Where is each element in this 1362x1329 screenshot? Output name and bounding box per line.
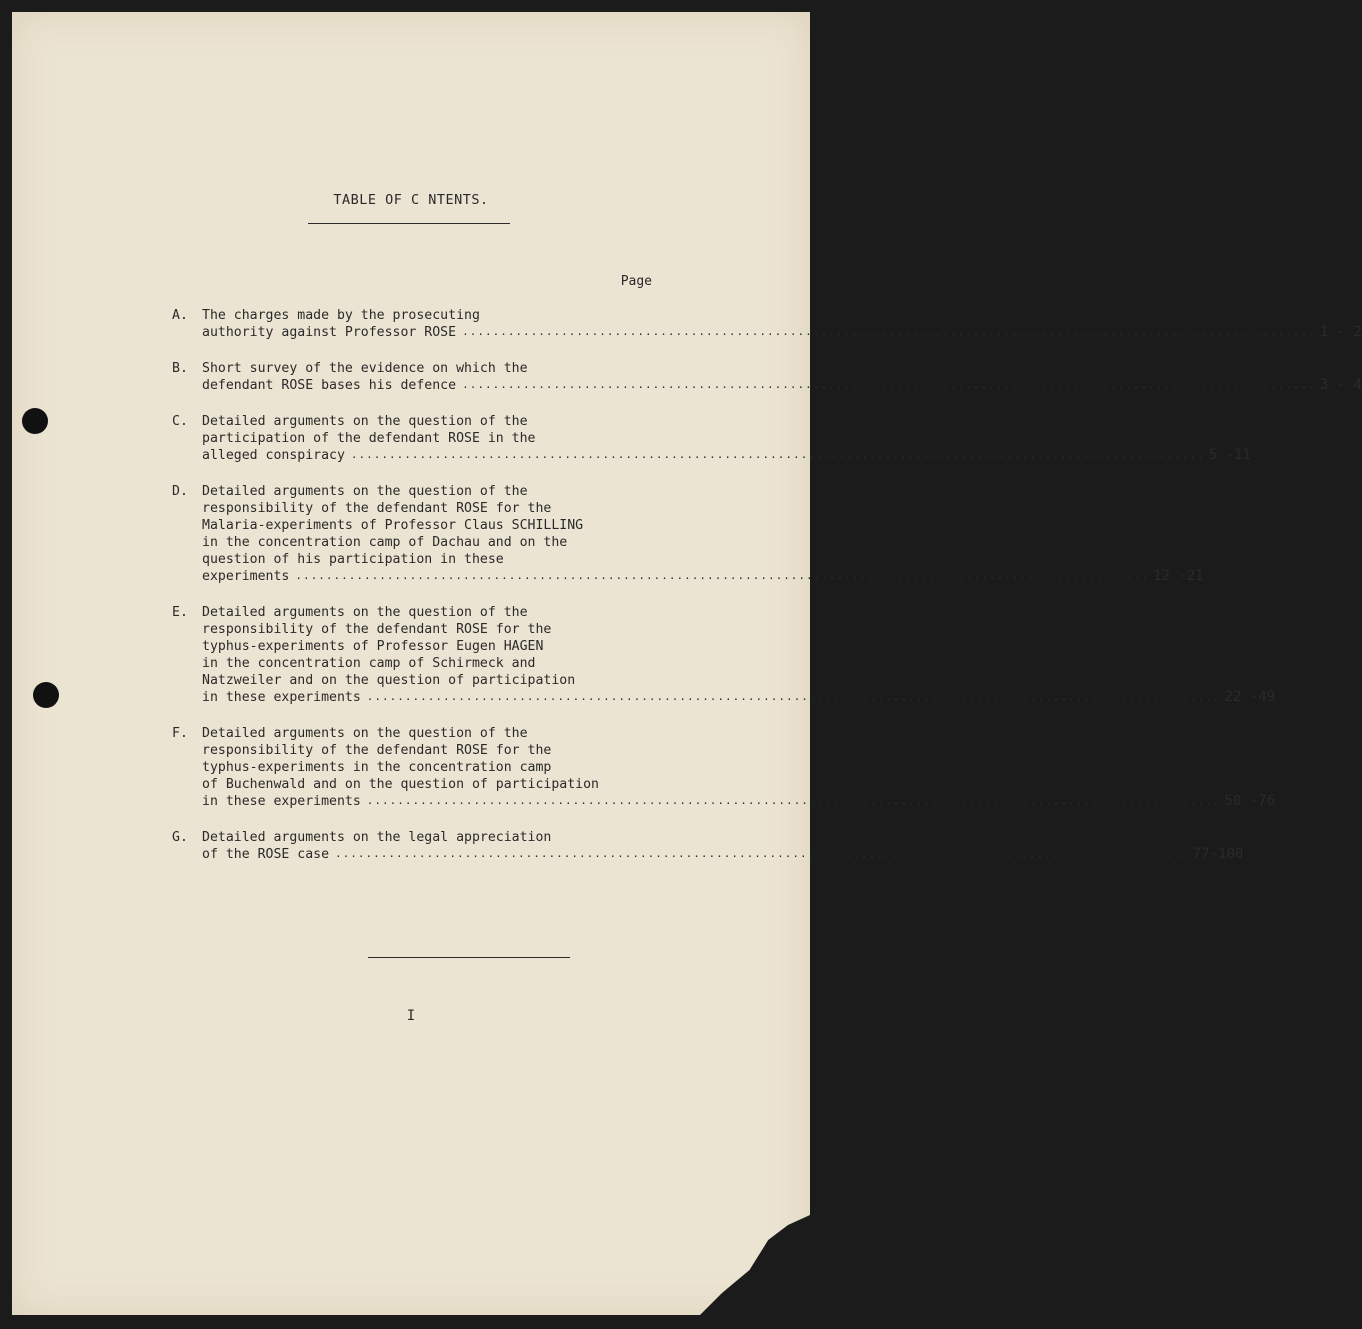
toc-entry-body: [202, 483, 1204, 585]
toc-entry: [172, 307, 1362, 341]
dot-leader: [367, 691, 1221, 703]
toc-entry-line: Detailed arguments on the question of the: [202, 414, 528, 429]
punch-hole-bottom: [33, 682, 59, 708]
toc-entry-line: alleged conspiracy: [202, 448, 345, 463]
toc-entry-line: authority against Professor ROSE: [202, 325, 457, 340]
toc-entry-line: question of his participation in these: [202, 552, 504, 567]
toc-entry: [172, 483, 1204, 585]
toc-entry-body: [202, 413, 1251, 464]
toc-entry-line: typhus-experiments of Professor Eugen HAGEN: [202, 639, 544, 654]
toc-entry-line: of the ROSE case: [202, 847, 330, 862]
toc-entry-pages: 77-100: [1192, 846, 1244, 862]
dot-leader: [335, 848, 1189, 860]
toc-entry-line: responsibility of the defendant ROSE for the: [202, 622, 552, 637]
toc-entry: [172, 829, 1244, 863]
toc-entry-last-line: [202, 846, 1243, 863]
toc-entry-letter: A.: [172, 308, 188, 323]
toc-entry-letter: F.: [172, 726, 188, 741]
toc-entry-line: defendant ROSE bases his defence: [202, 378, 457, 393]
toc-entry: [172, 604, 1276, 706]
toc-entry-line: experiments: [202, 569, 290, 584]
toc-entry-letter: D.: [172, 484, 188, 499]
toc-entry-line: in these experiments: [202, 794, 361, 809]
toc-entry-letter: B.: [172, 361, 188, 376]
toc-entry-line: Natzweiler and on the question of participation: [202, 673, 576, 688]
toc-entry-line: of Buchenwald and on the question of participation: [202, 777, 599, 792]
toc-entry: [172, 413, 1251, 464]
title-underline: [308, 223, 510, 224]
toc-entry-last-line: [202, 324, 1362, 341]
toc-entry-line: participation of the defendant ROSE in the: [202, 431, 536, 446]
dot-leader: [367, 795, 1221, 807]
dot-leader: [351, 449, 1205, 461]
page-column-label: Page: [620, 274, 652, 289]
punch-hole-top: [22, 408, 48, 434]
toc-entry-line: in the concentration camp of Dachau and on the: [202, 535, 568, 550]
toc-entry-line: Detailed arguments on the question of the: [202, 726, 528, 741]
dot-leader: [295, 570, 1149, 582]
bottom-divider: [368, 957, 570, 958]
toc-entry-letter: C.: [172, 414, 188, 429]
toc-entry-line: The charges made by the prosecuting: [202, 308, 480, 323]
toc-entry-body: [202, 829, 1243, 863]
toc-entry-line: responsibility of the defendant ROSE for the: [202, 743, 552, 758]
dot-leader: [462, 326, 1316, 338]
toc-entry-line: Detailed arguments on the legal appreciation: [202, 830, 552, 845]
toc-entry-body: [202, 307, 1362, 341]
toc-entry-body: [202, 725, 1275, 810]
toc-entry-last-line: [202, 689, 1275, 706]
toc-entry-line: typhus-experiments in the concentration camp: [202, 760, 552, 775]
toc-entry-pages: 22 -49: [1224, 689, 1276, 705]
toc-entry-last-line: [202, 447, 1251, 464]
toc-entry-pages: 1 - 2: [1319, 324, 1362, 340]
toc-entry-line: in the concentration camp of Schirmeck and: [202, 656, 536, 671]
dot-leader: [462, 379, 1316, 391]
toc-entry-line: Short survey of the evidence on which the: [202, 361, 528, 376]
torn-corner: [700, 1215, 810, 1315]
toc-entry-pages: 5 -11: [1208, 447, 1251, 463]
toc-entry-pages: 12 -21: [1153, 568, 1204, 584]
toc-entry-last-line: [202, 377, 1362, 394]
toc-entry-line: in these experiments: [202, 690, 361, 705]
toc-title: TABLE OF C NTENTS.: [333, 192, 489, 208]
toc-entry-line: responsibility of the defendant ROSE for the: [202, 501, 552, 516]
toc-list: [172, 307, 1362, 882]
toc-entry-letter: E.: [172, 605, 188, 620]
toc-entry-body: [202, 604, 1275, 706]
toc-entry-body: [202, 360, 1362, 394]
toc-entry-letter: G.: [172, 830, 188, 845]
toc-entry-line: Detailed arguments on the question of the: [202, 605, 528, 620]
toc-entry: [172, 725, 1276, 810]
toc-entry-line: Malaria-experiments of Professor Claus SCHILLING: [202, 518, 584, 533]
toc-entry-pages: 50 -76: [1224, 793, 1276, 809]
page-number: I: [406, 1008, 416, 1024]
toc-entry: [172, 360, 1362, 394]
toc-entry-line: Detailed arguments on the question of the: [202, 484, 528, 499]
toc-entry-last-line: [202, 793, 1275, 810]
toc-entry-pages: 3 - 4: [1319, 377, 1362, 393]
document-page: [12, 12, 1362, 1315]
toc-entry-last-line: [202, 568, 1204, 585]
